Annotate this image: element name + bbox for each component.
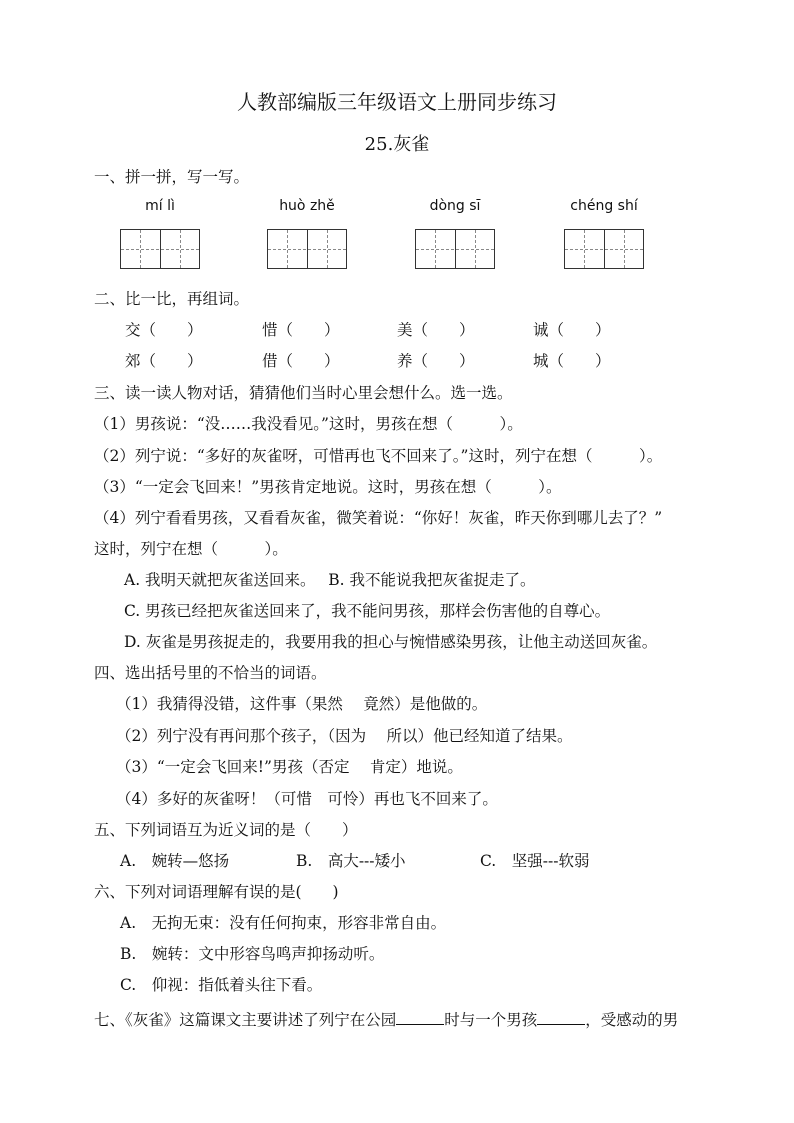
answer-blank-2[interactable] xyxy=(537,1010,585,1025)
q3-item-3: （3）“一定会飞回来！”男孩肯定地说。这时，男孩在想（ ）。 xyxy=(94,478,562,496)
q5-option-c: C. 坚强---软弱 xyxy=(480,852,590,870)
q1-heading: 一、拼一拼，写一写。 xyxy=(94,168,250,186)
q2-word-2: 惜（ ） xyxy=(262,321,340,339)
q4-item-1: （1）我猜得没错，这件事（果然 竟然）是他做的。 xyxy=(116,695,488,713)
q3-item-1: （1）男孩说：“没……我没看见。”这时，男孩在想（ ）。 xyxy=(94,415,523,433)
guide-line xyxy=(287,230,288,268)
q4-heading: 四、选出括号里的不恰当的词语。 xyxy=(94,664,327,682)
q6-option-b: B. 婉转：文中形容鸟鸣声抑扬动听。 xyxy=(120,945,385,963)
pinyin-3: dòng sī xyxy=(429,198,481,214)
q5-option-a: A. 婉转—悠扬 xyxy=(120,852,230,870)
q6-option-a: A. 无拘无束：没有任何拘束，形容非常自由。 xyxy=(120,914,447,932)
guide-line xyxy=(435,230,436,268)
q7-text-1: 七、《灰雀》这篇课文主要讲述了列宁在公园 xyxy=(94,1011,397,1029)
q3-item-4-cont: 这时，列宁在想（ ）。 xyxy=(94,540,288,558)
q2-word-3: 美（ ） xyxy=(397,321,475,339)
q2-word-4: 诚（ ） xyxy=(533,321,611,339)
q2-word-8: 城（ ） xyxy=(533,352,611,370)
q3-item-4: （4）列宁看看男孩，又看看灰雀，微笑着说：“你好！灰雀，昨天你到哪儿去了？” xyxy=(94,509,663,527)
q3-option-c: C. 男孩已经把灰雀送回来了，我不能问男孩，那样会伤害他的自尊心。 xyxy=(124,602,611,620)
q3-item-2: （2）列宁说：“多好的灰雀呀，可惜再也飞不回来了。”这时，列宁在想（ ）。 xyxy=(94,447,663,465)
q7-text-2: 时与一个男孩 xyxy=(444,1011,538,1029)
q3-option-d: D. 灰雀是男孩捉走的，我要用我的担心与惋惜感染男孩，让他主动送回灰雀。 xyxy=(124,633,658,651)
guide-line xyxy=(475,230,476,268)
q7-text-3: ，受感动的男 xyxy=(585,1011,679,1029)
writing-box-3[interactable] xyxy=(415,229,495,269)
pinyin-4: chéng shí xyxy=(570,198,638,214)
writing-box-2[interactable] xyxy=(267,229,347,269)
q5-option-b: B. 高大---矮小 xyxy=(296,852,406,870)
q4-item-4: （4）多好的灰雀呀！（可惜 可怜）再也飞不回来了。 xyxy=(116,790,498,808)
pinyin-2: huò zhě xyxy=(279,198,335,214)
q7-line xyxy=(94,1010,678,1030)
page-title: 人教部编版三年级语文上册同步练习 xyxy=(237,90,557,114)
q3-option-ab: A. 我明天就把灰雀送回来。 B. 我不能说我把灰雀捉走了。 xyxy=(124,571,536,589)
guide-line xyxy=(180,230,181,268)
pinyin-1: mí lì xyxy=(145,198,175,214)
guide-line xyxy=(624,230,625,268)
q2-word-1: 交（ ） xyxy=(125,321,203,339)
q6-option-c: C. 仰视：指低着头往下看。 xyxy=(120,976,323,994)
guide-line xyxy=(140,230,141,268)
writing-box-1[interactable] xyxy=(120,229,200,269)
guide-line xyxy=(584,230,585,268)
lesson-title: 25.灰雀 xyxy=(364,134,430,155)
q4-item-3: （3）“一定会飞回来!”男孩（否定 肯定）地说。 xyxy=(116,758,463,776)
q5-heading: 五、下列词语互为近义词的是（ ） xyxy=(94,821,358,839)
q2-word-5: 郊（ ） xyxy=(125,352,203,370)
guide-line xyxy=(565,249,643,250)
guide-line xyxy=(416,249,494,250)
guide-line xyxy=(121,249,199,250)
q3-heading: 三、读一读人物对话，猜猜他们当时心里会想什么。选一选。 xyxy=(94,384,513,402)
q2-word-7: 养（ ） xyxy=(397,352,475,370)
q6-heading: 六、下列对词语理解有误的是( ) xyxy=(94,883,339,901)
writing-box-4[interactable] xyxy=(564,229,644,269)
q2-heading: 二、比一比，再组词。 xyxy=(94,290,250,308)
q2-word-6: 借（ ） xyxy=(262,352,340,370)
q4-item-2: （2）列宁没有再问那个孩子，（因为 所以）他已经知道了结果。 xyxy=(116,727,573,745)
guide-line xyxy=(268,249,346,250)
answer-blank-1[interactable] xyxy=(396,1010,444,1025)
guide-line xyxy=(327,230,328,268)
